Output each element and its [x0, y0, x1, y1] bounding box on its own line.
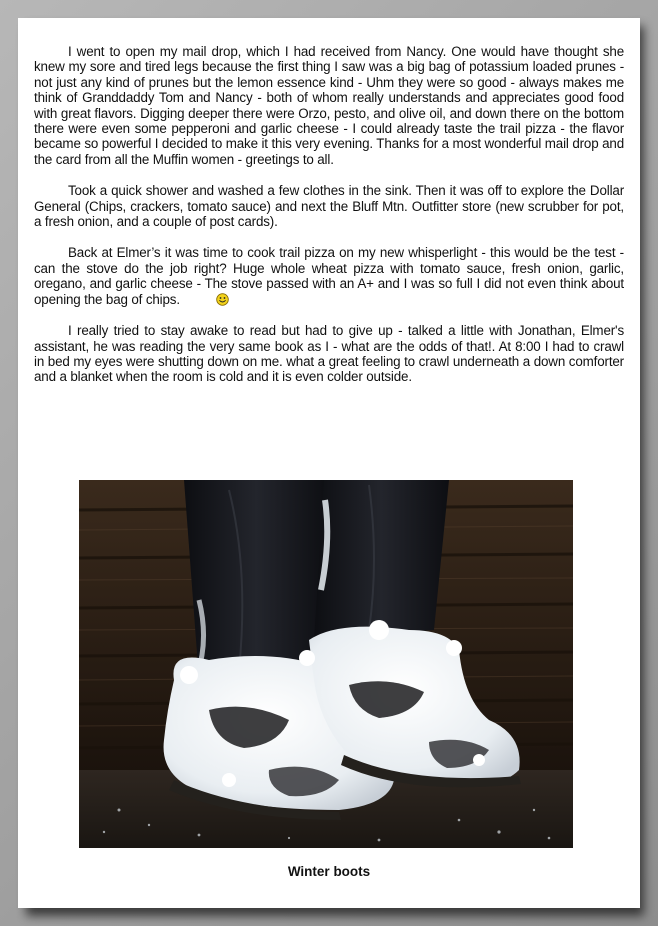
paragraph-4: I really tried to stay awake to read but had to give up - talked a little with Jonathan, Elmer's assistant, he was reading the very same book as I - what are the odds of that!. At 8:00 I had to crawl in bed my eyes were shutting down on me. what a great feeling to crawl underneath a down comforter and a blanket when the room is cold and it is even colder outside.	[34, 323, 624, 385]
paragraph-3	[34, 245, 624, 307]
photo-caption: Winter boots	[287, 864, 371, 879]
paragraph-3-text: Back at Elmer’s it was time to cook trail pizza on my new whisperlight - this would be the test - can the stove do the job right? Huge whole wheat pizza with tomato sauce, fresh onion, garlic, oregano, and garlic cheese - The stove passed with an A+ and I was so full I did not even think about opening the bag of chips.	[34, 245, 624, 307]
winter-boots-photo	[79, 480, 573, 848]
paragraph-2: Took a quick shower and washed a few clothes in the sink. Then it was off to explore the Dollar General (Chips, crackers, tomato sauce) and next the Bluff Mtn. Outfitter store (new scrubber for pot, a fresh onion, and a couple of post cards).	[34, 183, 624, 230]
document-page	[18, 18, 640, 908]
paragraph-1: I went to open my mail drop, which I had received from Nancy. One would have thought she knew my sore and tired legs because the first thing I saw was a big bag of potassium loaded prunes - not just any kind of prunes but the lemon essence kind - Uhm they were so good - always makes me think of Granddaddy Tom and Nancy - both of whom really understands and appreciates good food with great flavors. Digging deeper there were Orzo, pesto, and olive oil, and down there on the bottom there were even some pepperoni and garlic cheese - I could already taste the trail pizza - the flavor became so powerful I decided to make it this very evening. Thanks for a most wonderful mail drop and the card from all the Muffin women - greetings to all.	[34, 44, 624, 167]
smiley-face-icon	[182, 293, 195, 306]
